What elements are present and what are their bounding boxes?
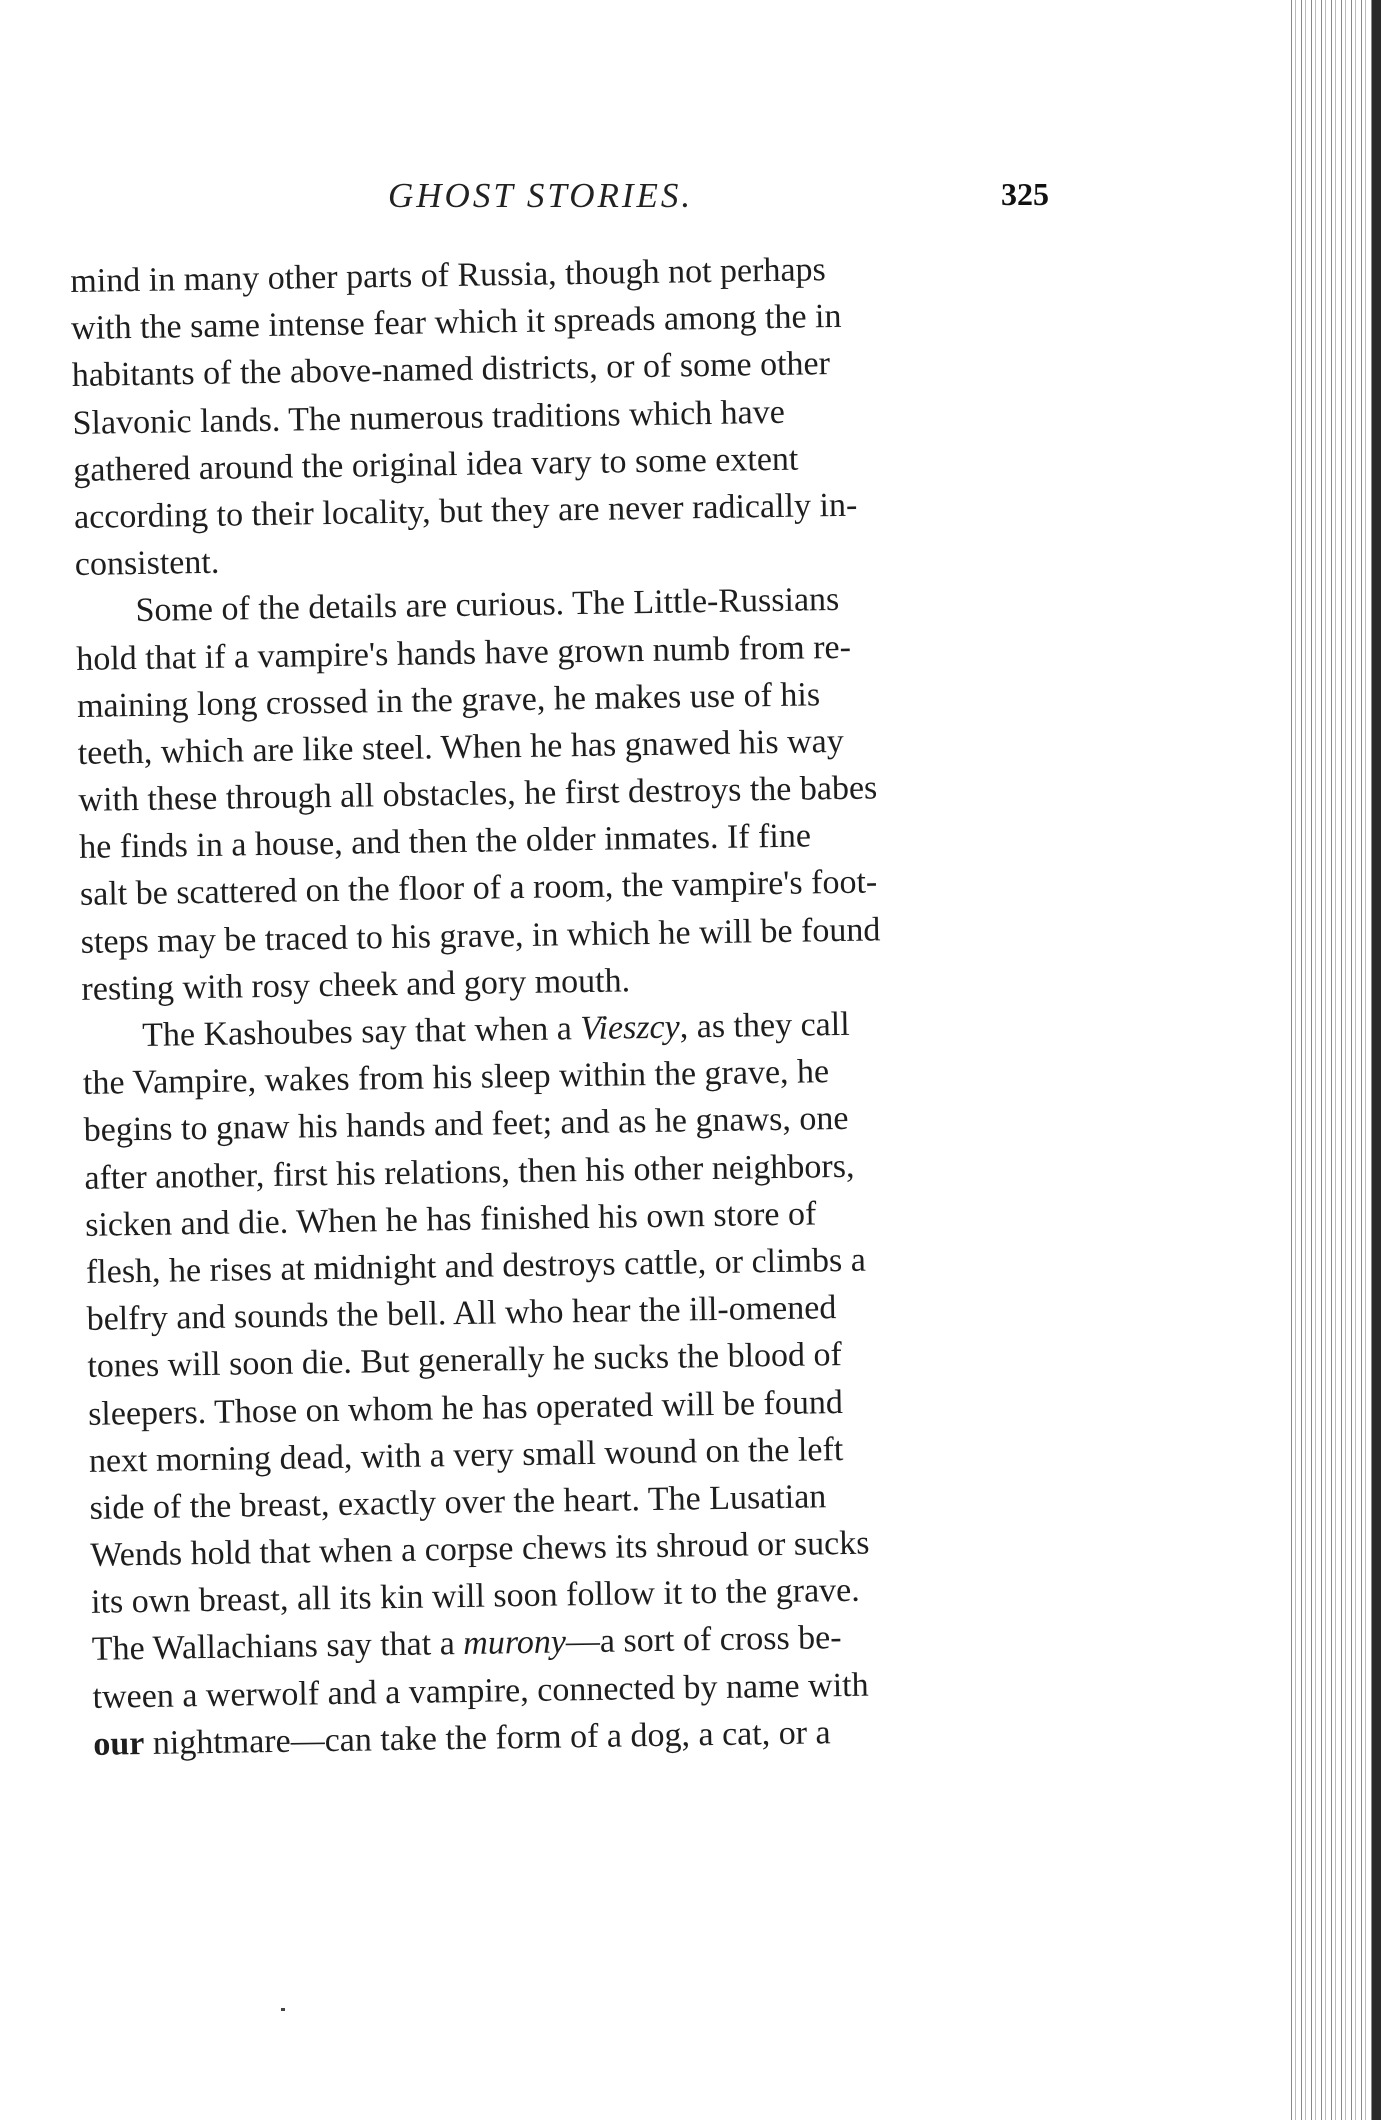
running-head: GHOST STORIES. xyxy=(388,176,694,215)
text-line: flesh, he rises at midnight and destroys cattle, or climbs a xyxy=(85,1241,867,1291)
page-edge xyxy=(1372,0,1381,2120)
page-header xyxy=(0,176,1381,226)
text-line: mind in many other parts of Russia, though not perhaps xyxy=(70,251,827,300)
text-line: with these through all obstacles, he first destroys the babes xyxy=(78,769,878,819)
italic-term: Vieszcy xyxy=(579,1008,680,1048)
text-line: consistent. xyxy=(74,543,220,584)
text-line: sicken and die. When he has finished his own store of xyxy=(84,1195,817,1244)
text-segment: The Kashoubes say that when a xyxy=(141,1010,581,1054)
text-line: its own breast, all its kin will soon follow it to the grave. xyxy=(90,1572,861,1622)
text-line: side of the breast, exactly over the heart. The Lusatian xyxy=(89,1478,827,1527)
text-segment: The Wallachians say that a xyxy=(91,1625,464,1669)
text-line: he finds in a house, and then the older inmates. If fine xyxy=(78,817,812,867)
text-segment: —a sort of cross be- xyxy=(565,1619,842,1661)
text-segment: , as they call xyxy=(679,1005,850,1046)
page-number: 325 xyxy=(1001,176,1049,212)
text-line: salt be scattered on the floor of a room, the vampire's foot- xyxy=(79,863,878,914)
text-line: maining long crossed in the grave, he makes use of his xyxy=(76,675,821,725)
text-line: next morning dead, with a very small wound on the left xyxy=(88,1430,844,1480)
text-line: teeth, which are like steel. When he has gnawed his way xyxy=(77,722,844,772)
text-line: Wends hold that when a corpse chews its shroud or sucks xyxy=(90,1524,870,1574)
text-line: steps may be traced to his grave, in which he will be found xyxy=(80,910,881,961)
text-line: Some of the details are curious. The Little-Russians xyxy=(135,581,840,630)
text-line: tones will soon die. But generally he sucks the blood of xyxy=(87,1336,843,1386)
text-line: according to their locality, but they are never radically in- xyxy=(73,486,858,536)
text-line: resting with rosy cheek and gory mouth. xyxy=(81,962,631,1008)
text-line: belfry and sounds the bell. All who hear the ill-omened xyxy=(86,1289,837,1338)
text-line: habitants of the above-named districts, or of some other xyxy=(71,345,831,395)
text-line: Slavonic lands. The numerous traditions which have xyxy=(72,393,786,442)
text-line: tween a werwolf and a vampire, connected by name with xyxy=(92,1666,869,1716)
body-text xyxy=(70,242,1094,1768)
print-speck xyxy=(281,2008,285,2011)
text-line: begins to gnaw his hands and feet; and as he gnaws, one xyxy=(83,1100,849,1150)
text-line: hold that if a vampire's hands have grown numb from re- xyxy=(76,628,852,678)
text-line: after another, first his relations, then his other neighbors, xyxy=(84,1147,855,1197)
text-line: gathered around the original idea vary to some extent xyxy=(73,440,799,489)
italic-term: murony xyxy=(462,1623,567,1663)
book-gutter xyxy=(1286,0,1381,2120)
text-line: the Vampire, wakes from his sleep within the grave, he xyxy=(82,1053,830,1103)
text-segment: nightmare—can take the form of a dog, a cat, or a xyxy=(144,1714,831,1762)
bold-word: our xyxy=(93,1724,145,1763)
text-line: sleepers. Those on whom he has operated will be found xyxy=(87,1383,844,1433)
text-line: with the same intense fear which it spreads among the in xyxy=(70,298,842,348)
